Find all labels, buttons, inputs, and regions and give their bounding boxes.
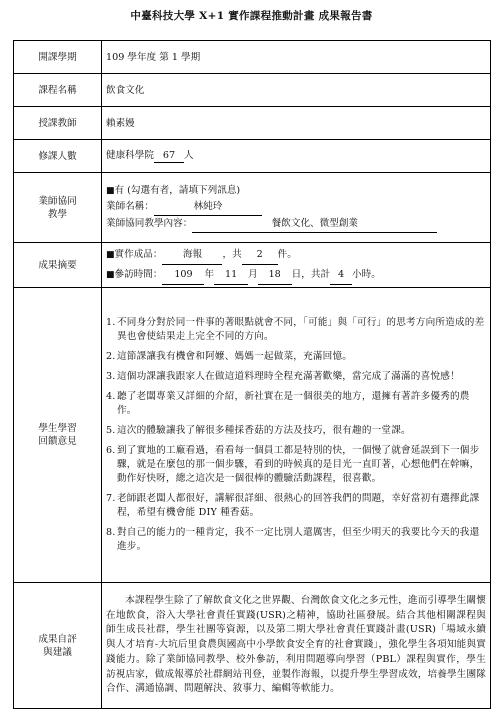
reflection-item-number: 4. — [106, 391, 116, 402]
reflection-item-number: 6. — [106, 445, 116, 456]
summary-item1-label: 實作成品： — [114, 249, 163, 260]
value-reflection — [102, 288, 491, 583]
summary-item1-count: 2 — [242, 245, 278, 265]
label-evaluation-line1: 成果自評 — [38, 633, 77, 645]
reflection-item — [106, 526, 486, 554]
visit-year-unit: 年 — [204, 269, 215, 280]
label-semester: 開課學期 — [14, 41, 102, 74]
row-enrollment — [14, 140, 491, 173]
reflection-item — [106, 370, 486, 384]
label-collab — [14, 173, 102, 243]
row-collab — [14, 173, 491, 243]
enrollment-suffix: 人 — [183, 150, 194, 161]
label-reflection-line2: 回饋意見 — [38, 436, 77, 447]
label-course: 課程名稱 — [14, 74, 102, 107]
visit-day: 18 — [258, 265, 292, 285]
reflection-item — [106, 444, 486, 486]
value-summary — [102, 243, 491, 288]
collab-has: 有 (勾選有者，請填下列訊息) — [114, 184, 241, 196]
enrollment-prefix: 健康科學院 — [106, 150, 154, 161]
row-summary — [14, 243, 491, 288]
summary-item1-checkbox: ■ — [106, 250, 115, 260]
summary-item1-value: 海報 — [162, 245, 222, 265]
value-enrollment — [102, 140, 491, 173]
reflection-item-number: 5. — [106, 425, 116, 436]
label-reflection-line1: 學生學習 — [38, 423, 77, 434]
value-evaluation — [102, 583, 491, 709]
reflection-item-text: 聽了老闆專業又詳細的介紹，新社實在是一個很美的地方，還擁有著許多優秀的農作。 — [117, 391, 470, 416]
value-teacher: 賴素嫚 — [102, 107, 491, 140]
reflection-item-text: 老師跟老闆人都很好，講解很詳細、很熱心的回答我們的問題，幸好當初有選擇此課程，希望有機會能 DIY 種香菇。 — [117, 493, 480, 518]
value-collab — [102, 173, 491, 243]
reflection-item-text: 對自己的能力的一種肯定，我不一定比別人還厲害，但至少明天的我要比今天的我還進步。 — [117, 527, 480, 552]
visit-hours-unit: 小時。 — [352, 269, 381, 280]
reflection-item-text: 不同身分對於同一件事的著眼點就會不同，「可能」與「可行」的思考方向所造成的差異也會使結果走上完全不同的方向。 — [117, 317, 485, 342]
visit-month-unit: 月 — [248, 269, 258, 280]
summary-item2-checkbox: ■ — [106, 270, 115, 280]
collab-checkbox: ■ — [106, 185, 115, 196]
summary-item2-label: 參訪時間： — [114, 269, 163, 280]
label-evaluation — [14, 583, 102, 709]
reflection-item-number: 1. — [106, 317, 116, 328]
reflection-item — [106, 350, 486, 364]
reflection-item — [106, 390, 486, 418]
label-evaluation-line2: 與建議 — [43, 646, 72, 658]
reflection-item — [106, 492, 486, 520]
visit-year: 109 — [162, 265, 204, 285]
collab-content-value: 餐飲文化、微型創業 — [192, 216, 437, 233]
reflection-item — [106, 316, 486, 344]
row-semester — [14, 41, 491, 74]
reflection-item-text: 這個功課讓我跟家人在做這道料理時全程充滿著歡樂，當完成了滿滿的喜悅感！ — [117, 371, 460, 382]
label-teacher: 授課教師 — [14, 107, 102, 140]
reflection-list — [106, 316, 486, 554]
reflection-item-number: 8. — [106, 527, 116, 538]
summary-item1-unit: 件。 — [277, 249, 297, 260]
value-course: 飲食文化 — [102, 74, 491, 107]
reflection-item-number: 7. — [106, 493, 116, 504]
reflection-item-text: 這次的體驗讓我了解很多種採香菇的方法及技巧，很有趣的一堂課。 — [117, 425, 411, 436]
label-enrollment: 修課人數 — [14, 140, 102, 173]
enrollment-count: 67 — [154, 149, 184, 163]
collab-name-value: 林純玲 — [154, 199, 262, 216]
reflection-item-text: 這節課讓我有機會和阿嬤、媽媽一起做菜，充滿回憶。 — [117, 351, 353, 362]
label-summary: 成果摘要 — [14, 243, 102, 288]
row-teacher — [14, 107, 491, 140]
label-reflection — [14, 288, 102, 583]
reflection-item-number: 3. — [106, 371, 116, 382]
reflection-item-text: 到了實地的工廠看過，看看每一個員工都是特別的快，一個慢了就會延誤到下一個步驟，就是在麼包的那一個步驟，看到的時候真的是目光一直盯著，心想他們在幹嘛，動作好快呀，總之這次是一個很棒的體驗活動課程，很喜歡。 — [117, 445, 480, 484]
value-semester: 109 學年度 第 1 學期 — [102, 41, 491, 74]
report-title: 中臺科技大學 X+1 實作課程推動計畫 成果報告書 — [130, 10, 373, 22]
collab-content-label: 業師協同教學內容： — [106, 217, 193, 229]
row-course — [14, 74, 491, 107]
visit-month: 11 — [214, 265, 248, 285]
visit-day-unit: 日，共計 — [291, 269, 331, 280]
row-reflection — [14, 288, 491, 583]
evaluation-text: 本課程學生除了了解飲食文化之世界觀、台灣飲食文化之多元性，進而引導學生關懷在地飲食，浴入大學社會責任實踐(USR)之精神，協助社區發展。結合其他相關課程與師生成長社群，學生社團等資源，以及第二期大學社會責任實踐計畫(USR)「場域永續與人才培育-大坑后里食農與國高中小學飲食安全育的社會實踐」，強化學生各項知能與實踐能力。除了業師協同教學、校外參訪，利用問題導向學習（PBL）課程與實作，學生訪視店家，做成報導於社群網站刊登，並製作海報，以提升學生學習成效，培養學生團隊合作、溝通協調、問題解決、敘事力、編輯等軟能力。 — [106, 594, 487, 695]
summary-item1-sep: ，共 — [222, 249, 242, 260]
label-collab-line1: 業師協同 — [38, 195, 77, 207]
reflection-item — [106, 424, 486, 438]
visit-hours: 4 — [330, 265, 352, 285]
label-collab-line2: 教學 — [47, 208, 68, 220]
collab-name-label: 業師名稱： — [106, 200, 154, 212]
row-evaluation — [14, 583, 491, 709]
report-table — [13, 40, 491, 709]
reflection-item-number: 2. — [106, 351, 116, 362]
